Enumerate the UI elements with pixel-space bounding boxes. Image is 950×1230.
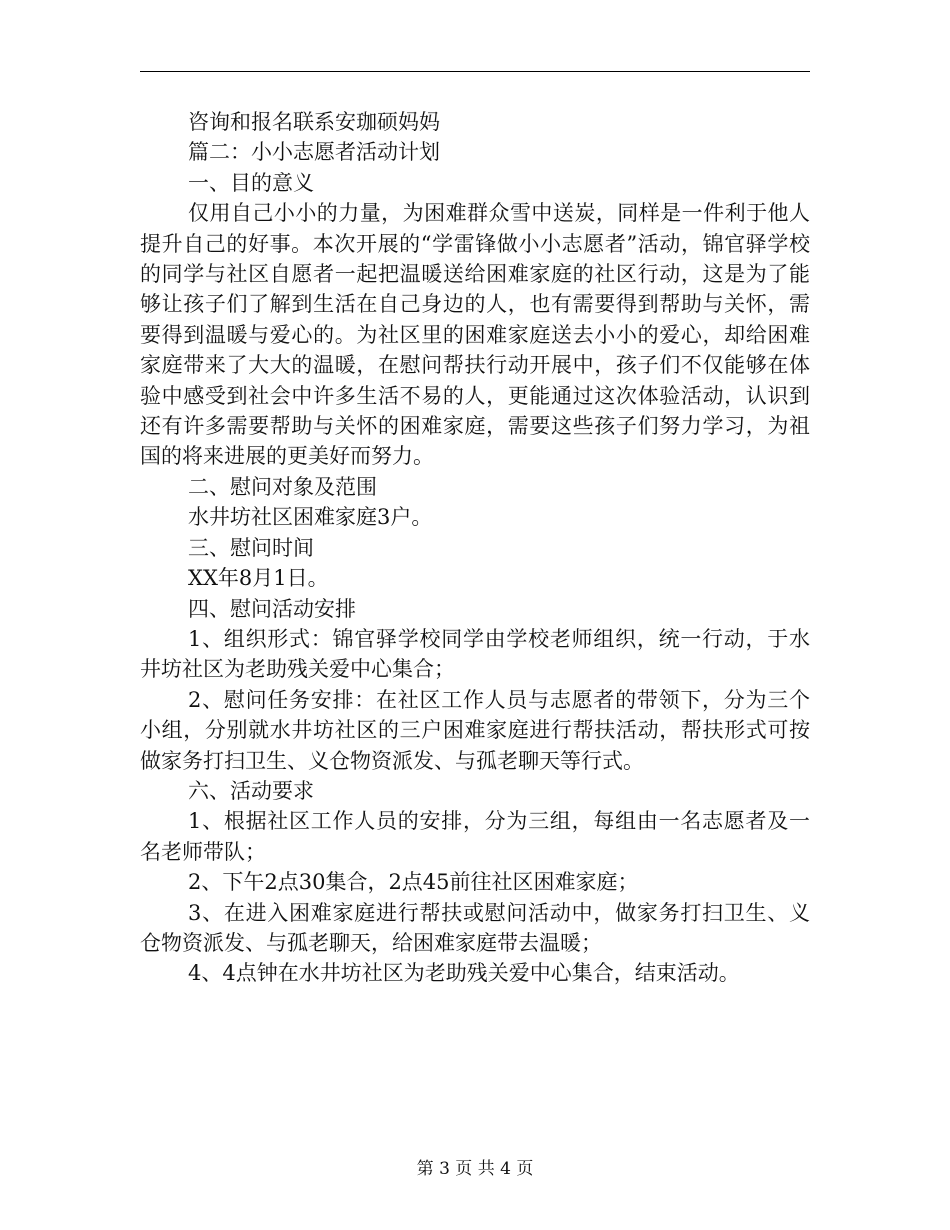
heading-arrangement: 四、慰问活动安排 xyxy=(188,596,356,621)
paragraph-requirement-3: 3、在进入困难家庭进行帮扶或慰问活动中，做家务打扫卫生、义仓物资派发、与孤老聊天，给困难家庭带去温暖； xyxy=(140,900,810,955)
paragraph-target: 水井坊社区困难家庭3户。 xyxy=(188,505,433,530)
document-body xyxy=(140,107,810,989)
paragraph-arrangement-2: 2、慰问任务安排：在社区工作人员与志愿者的带领下，分为三个小组，分别就水井坊社区的三户困难家庭进行帮扶活动，帮扶形式可按做家务打扫卫生、义仓物资派发、与孤老聊天等行式。 xyxy=(140,687,810,773)
header-rule xyxy=(140,71,810,72)
paragraph-arrangement-1: 1、组织形式：锦官驿学校同学由学校老师组织，统一行动，于水井坊社区为老助残关爱中心集合； xyxy=(140,626,810,682)
section-title: 篇二：小小志愿者活动计划 xyxy=(188,140,440,165)
paragraph-requirement-1: 1、根据社区工作人员的安排，分为三组，每组由一名志愿者及一名老师带队； xyxy=(140,809,810,864)
heading-target: 二、慰问对象及范围 xyxy=(188,474,377,499)
paragraph-requirement-4: 4、4点钟在水井坊社区为老助残关爱中心集合，结束活动。 xyxy=(188,961,740,986)
contact-line: 咨询和报名联系安珈硕妈妈 xyxy=(188,110,440,134)
heading-purpose: 一、目的意义 xyxy=(188,170,314,195)
paragraph-purpose: 仅用自己小小的力量，为困难群众雪中送炭，同样是一件利于他人提升自己的好事。本次开展的“学雷锋做小小志愿者”活动，锦官驿学校的同学与社区自愿者一起把温暖送给困难家庭的社区行动，这是为了能够让孩子们了解到生活在自己身边的人，也有需要得到帮助与关怀，需要得到温暖与爱心的。为社区里的困难家庭送去小小的爱心，却给困难家庭带来了大大的温暖，在慰问帮扶行动开展中，孩子们不仅能够在体验中感受到社会中许多生活不易的人，更能通过这次体验活动，认识到还有许多需要帮助与关怀的困难家庭，需要这些孩子们努力学习，为祖国的将来进展的更美好而努力。 xyxy=(140,201,810,469)
page-number-footer: 第 3 页 共 4 页 xyxy=(416,1159,534,1179)
heading-time: 三、慰问时间 xyxy=(188,535,314,560)
paragraph-requirement-2: 2、下午2点30集合，2点45前往社区困难家庭； xyxy=(188,870,639,895)
heading-requirements: 六、活动要求 xyxy=(188,778,314,803)
paragraph-time: XX年8月1日。 xyxy=(188,566,329,591)
